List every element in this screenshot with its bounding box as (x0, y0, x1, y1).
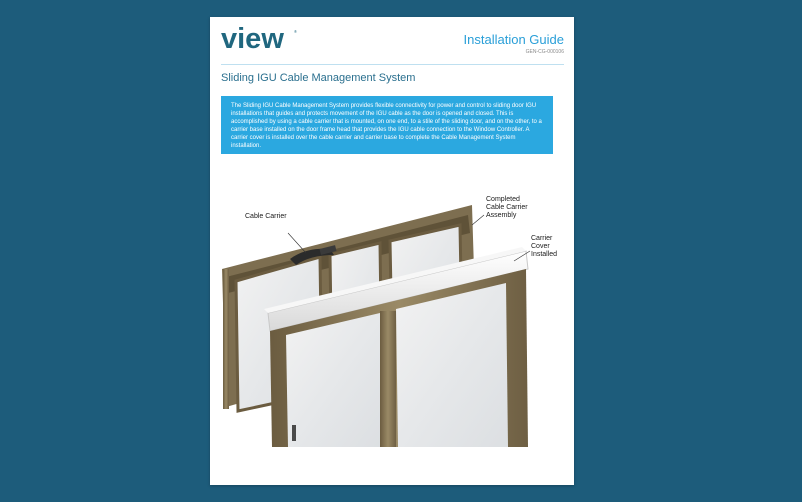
leader-completed (472, 215, 484, 225)
guide-title: Installation Guide (463, 32, 564, 47)
intro-box (221, 96, 553, 154)
header-divider (221, 64, 564, 65)
intro-text: The Sliding IGU Cable Management System provides flexible connectivity for power and control to sliding door IGU installations that guides and protects movement of the IGU cable as the door is opened and closed. This is accomplished by using a cable carrier that is mounted, on one end, to a stile of the sliding door, and on the other, to a carrier base installed on the door frame head that provides the IGU cable connection to the Window Controller. A carrier cover is installed over the cable carrier and carrier base to complete the Cable Management System installation. (231, 103, 542, 149)
registered-mark: ® (294, 29, 297, 34)
view-logo: view (221, 23, 284, 55)
callout-carrier-cover: Carrier Cover Installed (531, 235, 558, 258)
document-page (210, 17, 574, 485)
callout-completed-assembly: Completed Cable Carrier Assembly (486, 196, 528, 219)
sliding-door-image (210, 185, 574, 447)
door-illustration (210, 185, 574, 447)
document-number: GEN-CG-000106 (525, 49, 564, 55)
callout-cable-carrier: Cable Carrier (245, 213, 287, 220)
section-title: Sliding IGU Cable Management System (221, 72, 416, 84)
